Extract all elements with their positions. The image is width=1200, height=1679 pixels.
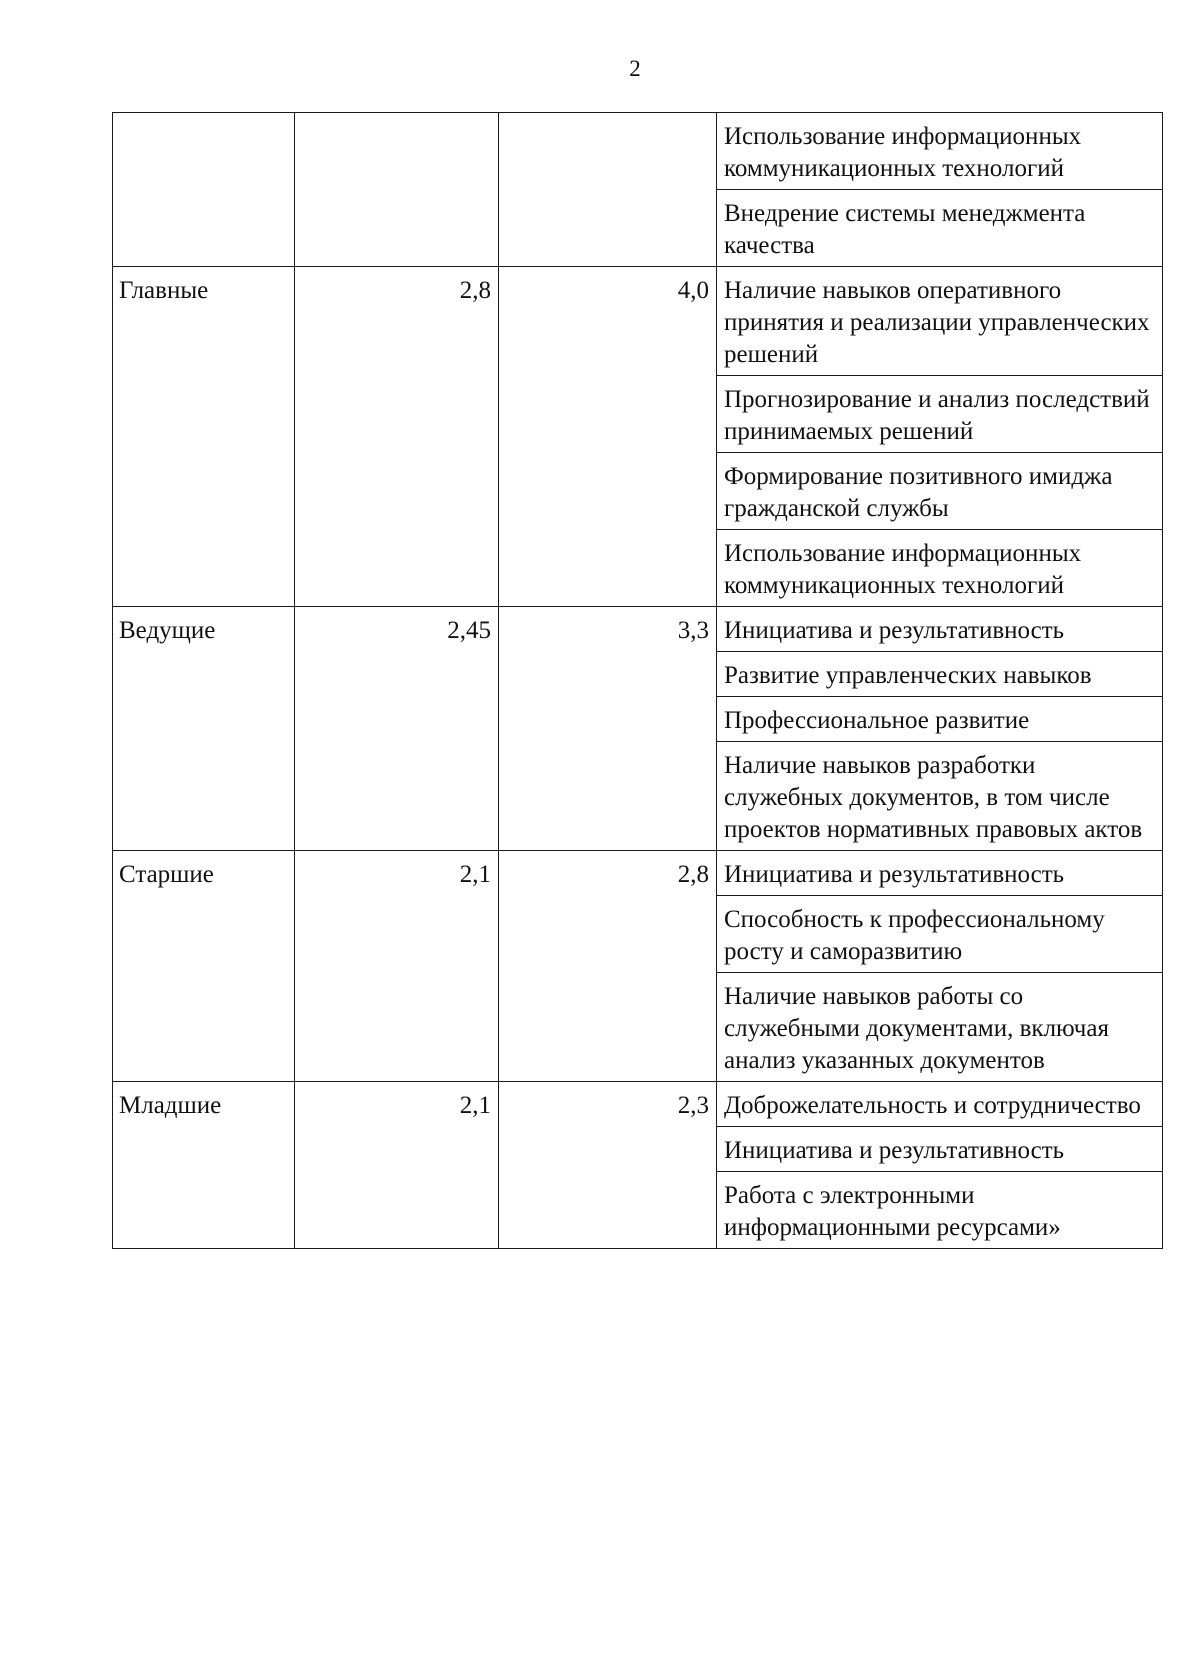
competency-cell: Профессиональное развитие — [717, 697, 1163, 742]
table-row — [113, 113, 1163, 190]
competency-cell: Прогнозирование и анализ последствий принимаемых решений — [717, 376, 1163, 453]
competency-cell: Инициатива и результативность — [717, 1127, 1163, 1172]
competency-cell: Доброжелательность и сотрудничество — [717, 1082, 1163, 1127]
empty-cell — [295, 113, 499, 267]
value-cell-2: 2,3 — [499, 1082, 717, 1249]
value-cell-1: 2,8 — [295, 267, 499, 607]
competency-cell: Внедрение системы менеджмента качества — [717, 190, 1163, 267]
page-number: 2 — [629, 56, 641, 81]
category-cell: Старшие — [113, 851, 295, 1082]
competency-table — [112, 112, 1163, 1249]
competency-cell: Использование информационных коммуникационных технологий — [717, 113, 1163, 190]
category-cell: Главные — [113, 267, 295, 607]
table-row — [113, 1082, 1163, 1127]
competency-cell: Использование информационных коммуникационных технологий — [717, 530, 1163, 607]
category-cell: Ведущие — [113, 607, 295, 851]
value-cell-2: 3,3 — [499, 607, 717, 851]
value-cell-1: 2,1 — [295, 1082, 499, 1249]
value-cell-2: 4,0 — [499, 267, 717, 607]
category-cell: Младшие — [113, 1082, 295, 1249]
value-cell-1: 2,1 — [295, 851, 499, 1082]
competency-cell: Работа с электронными информационными ресурсами» — [717, 1172, 1163, 1249]
table-row — [113, 851, 1163, 896]
competency-cell: Инициатива и результативность — [717, 607, 1163, 652]
value-cell-2: 2,8 — [499, 851, 717, 1082]
competency-cell: Формирование позитивного имиджа гражданской службы — [717, 453, 1163, 530]
table-row — [113, 607, 1163, 652]
competency-cell: Инициатива и результативность — [717, 851, 1163, 896]
value-cell-1: 2,45 — [295, 607, 499, 851]
competency-cell: Наличие навыков оперативного принятия и реализации управленческих решений — [717, 267, 1163, 376]
competency-cell: Способность к профессиональному росту и саморазвитию — [717, 896, 1163, 973]
competency-cell: Наличие навыков разработки служебных документов, в том числе проектов нормативных правовых актов — [717, 742, 1163, 851]
competency-cell: Развитие управленческих навыков — [717, 652, 1163, 697]
competency-cell: Наличие навыков работы со служебными документами, включая анализ указанных документов — [717, 973, 1163, 1082]
table-row — [113, 267, 1163, 376]
empty-cell — [499, 113, 717, 267]
empty-cell — [113, 113, 295, 267]
